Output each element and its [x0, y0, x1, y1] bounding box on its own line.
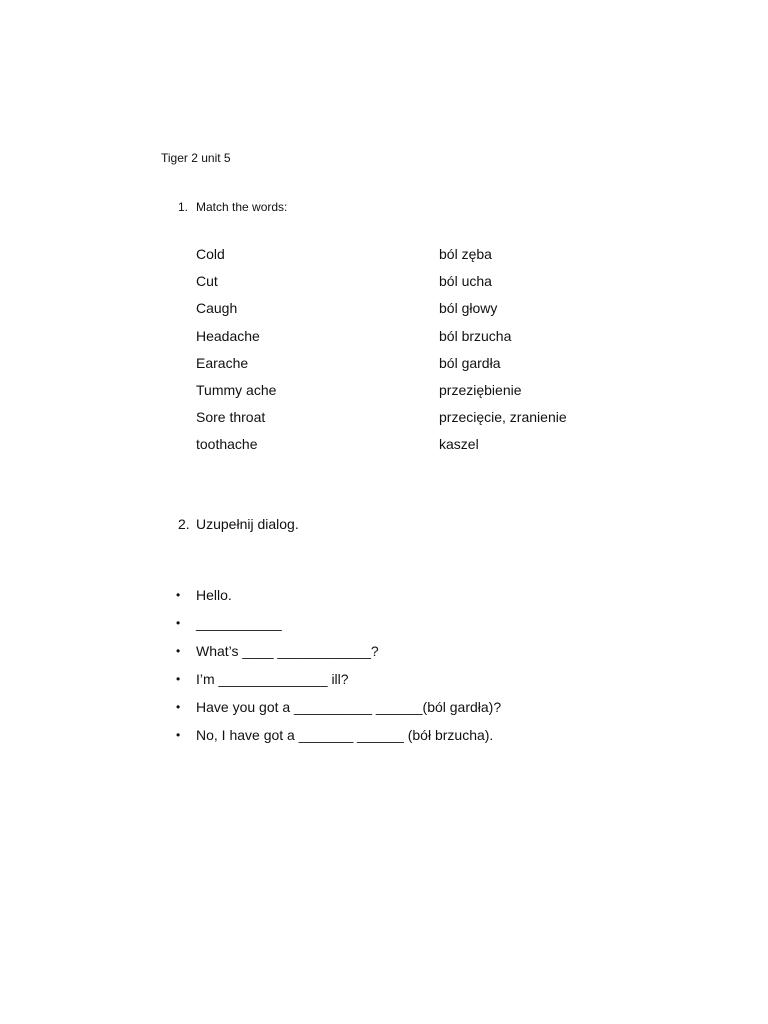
bullet-icon: •	[176, 728, 181, 742]
exercise-2-heading	[178, 516, 299, 532]
page-title: Tiger 2 unit 5	[161, 151, 231, 165]
exercise-2-heading-text: Uzupełnij dialog.	[196, 516, 299, 532]
dialog-line	[176, 613, 501, 641]
exercise-1-heading-text: Match the words:	[196, 200, 288, 214]
english-word-list	[196, 244, 276, 462]
polish-word: przeziębienie	[439, 381, 522, 398]
dialog-line-text: No, I have got a _______ ______ (bół brzucha).	[196, 727, 494, 743]
english-word: Cold	[196, 246, 225, 262]
polish-word: ból głowy	[439, 300, 498, 317]
polish-word: przecięcie, zranienie	[439, 409, 567, 426]
polish-word: ból brzucha	[439, 327, 512, 344]
dialog-line-text: Have you got a __________ ______(ból gardła)?	[196, 699, 502, 715]
dialog-line	[176, 669, 501, 697]
polish-word: kaszel	[439, 436, 479, 453]
dialog-line-text: Hello.	[196, 587, 232, 603]
exercise-1-heading	[178, 200, 287, 214]
exercise-1-number: 1.	[178, 200, 189, 214]
bullet-icon: •	[176, 644, 181, 658]
bullet-icon: •	[176, 672, 181, 686]
polish-word: ból ucha	[439, 273, 492, 290]
dialog-line	[176, 641, 501, 669]
english-word: Earache	[196, 354, 249, 371]
bullet-icon: •	[176, 588, 181, 602]
dialog-line-text: I’m ______________ ill?	[196, 671, 349, 687]
dialog-line-text: ___________	[196, 615, 282, 631]
dialog-line	[176, 585, 501, 613]
polish-word-list	[439, 244, 567, 462]
english-word: Headache	[196, 327, 260, 344]
dialog-list	[176, 585, 501, 753]
polish-word: ból gardła	[439, 354, 501, 371]
bullet-icon: •	[176, 700, 181, 714]
bullet-icon: •	[176, 616, 181, 630]
dialog-line	[176, 725, 501, 753]
dialog-line	[176, 697, 501, 725]
english-word: Cut	[196, 273, 218, 290]
dialog-line-text: What’s ____ ____________?	[196, 643, 379, 659]
english-word: toothache	[196, 436, 258, 453]
english-word: Tummy ache	[196, 381, 277, 398]
english-word: Sore throat	[196, 409, 266, 426]
english-word: Caugh	[196, 300, 238, 317]
polish-word: ból zęba	[439, 246, 492, 262]
exercise-2-number: 2.	[178, 516, 190, 532]
